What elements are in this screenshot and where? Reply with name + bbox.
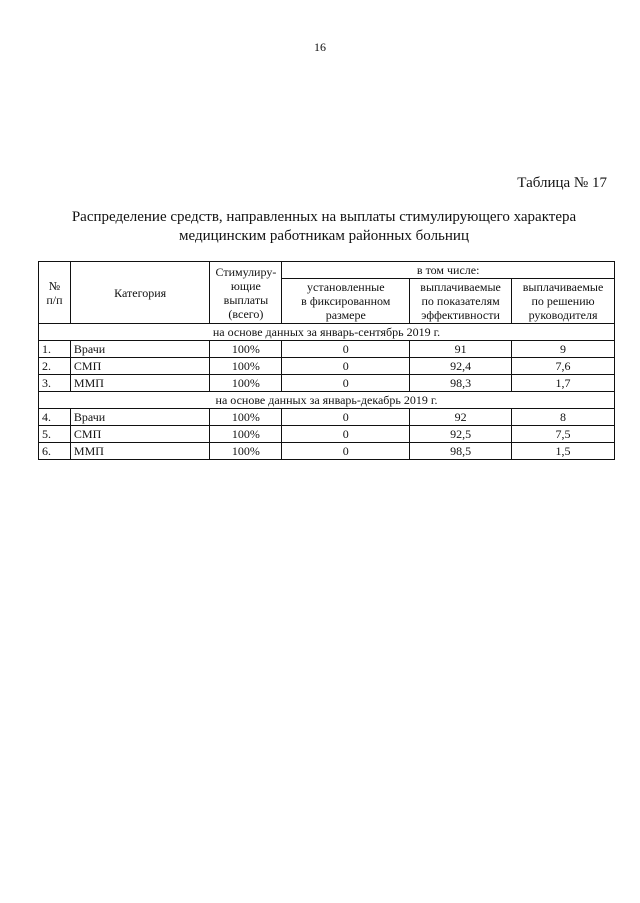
cell-efficiency: 92 [410,409,512,426]
cell-decision: 7,5 [512,426,615,443]
table-row [39,409,615,426]
cell-fixed: 0 [282,426,410,443]
header-num: № п/п [39,262,71,324]
cell-total: 100% [210,375,282,392]
cell-efficiency: 98,3 [410,375,512,392]
section-label: на основе данных за январь-декабрь 2019 г. [39,392,615,409]
cell-category: ММП [70,443,210,460]
distribution-table [38,261,615,460]
page-number: 16 [314,40,326,54]
table-row [39,443,615,460]
cell-total: 100% [210,443,282,460]
cell-decision: 1,7 [512,375,615,392]
cell-category: СМП [70,358,210,375]
cell-decision: 8 [512,409,615,426]
cell-total: 100% [210,426,282,443]
header-efficiency: выплачиваемые по показателям эффективности [410,279,512,324]
cell-category: СМП [70,426,210,443]
cell-num: 3. [39,375,71,392]
cell-num: 5. [39,426,71,443]
cell-total: 100% [210,409,282,426]
cell-decision: 9 [512,341,615,358]
cell-category: Врачи [70,409,210,426]
table-label: Таблица № 17 [517,175,607,191]
header-total: Стимулиру- ющие выплаты (всего) [210,262,282,324]
section-label: на основе данных за январь-сентябрь 2019 г. [39,324,615,341]
cell-fixed: 0 [282,443,410,460]
table-row [39,375,615,392]
table-row [39,426,615,443]
cell-efficiency: 92,4 [410,358,512,375]
title-line: Распределение средств, направленных на выплаты стимулирующего характера [71,209,577,225]
cell-fixed: 0 [282,375,410,392]
cell-total: 100% [210,341,282,358]
cell-total: 100% [210,358,282,375]
document-title [40,208,608,246]
cell-fixed: 0 [282,409,410,426]
cell-category: ММП [70,375,210,392]
header-category: Категория [70,262,210,324]
cell-efficiency: 92,5 [410,426,512,443]
cell-num: 1. [39,341,71,358]
header-including: в том числе: [282,262,615,279]
table-row [39,358,615,375]
header-fixed: установленные в фиксированном размере [282,279,410,324]
cell-decision: 1,5 [512,443,615,460]
cell-num: 2. [39,358,71,375]
table-row [39,341,615,358]
cell-efficiency: 98,5 [410,443,512,460]
cell-decision: 7,6 [512,358,615,375]
title-line: медицинским работникам районных больниц [179,228,469,244]
header-decision: выплачиваемые по решению руководителя [512,279,615,324]
cell-fixed: 0 [282,341,410,358]
cell-num: 6. [39,443,71,460]
cell-efficiency: 91 [410,341,512,358]
cell-num: 4. [39,409,71,426]
cell-category: Врачи [70,341,210,358]
cell-fixed: 0 [282,358,410,375]
